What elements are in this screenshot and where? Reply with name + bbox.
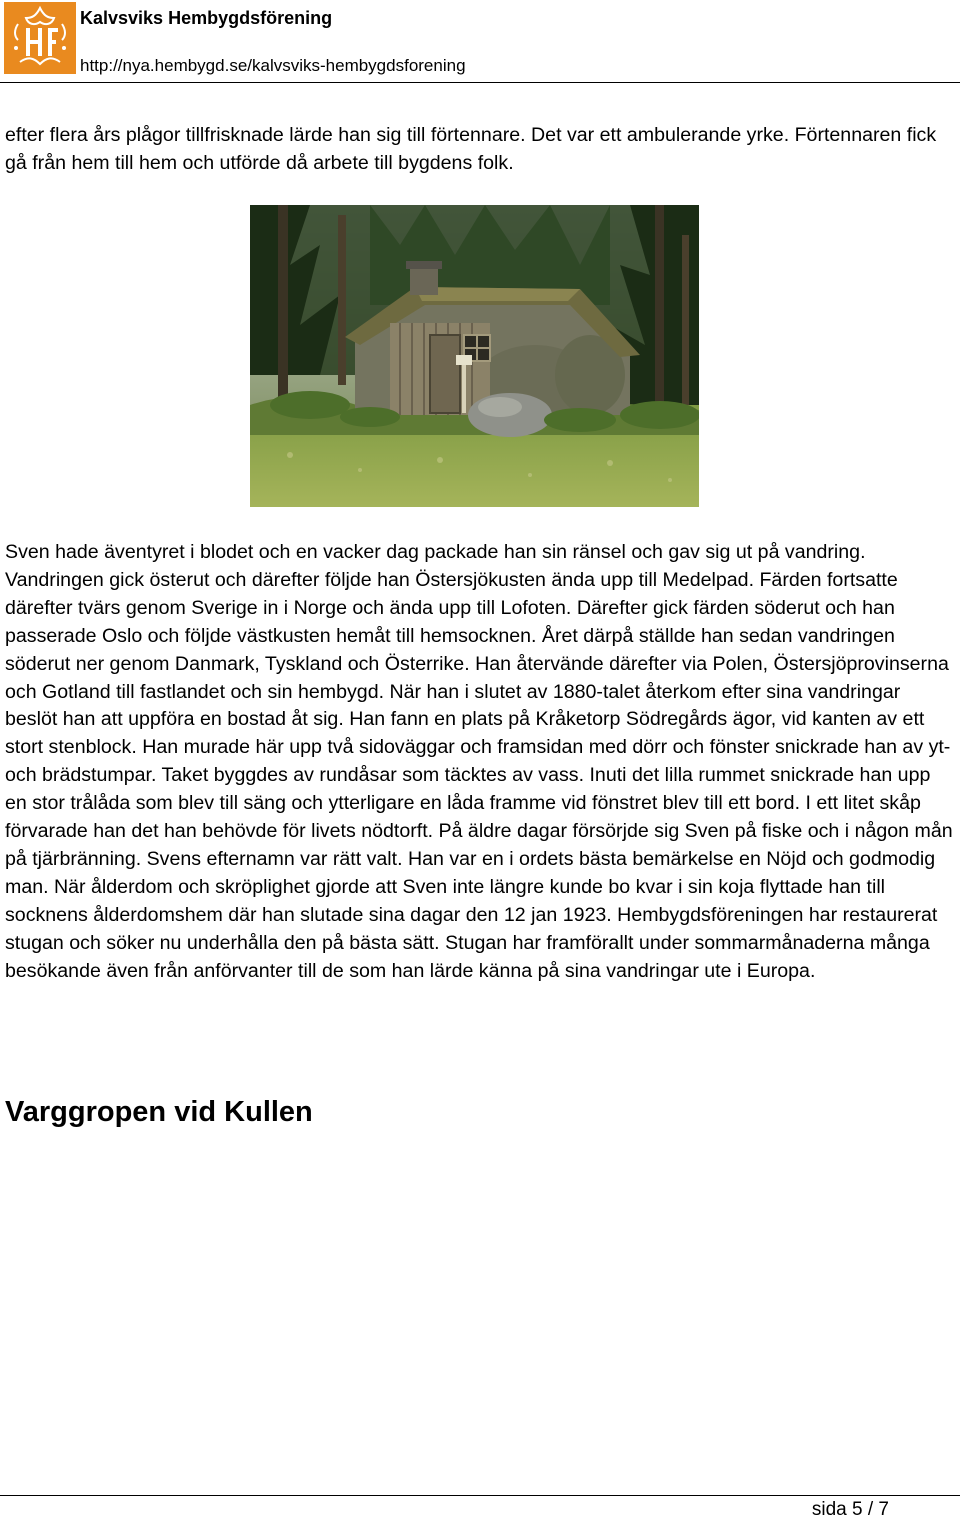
header-divider bbox=[0, 82, 960, 83]
site-title: Kalvsviks Hembygdsförening bbox=[80, 8, 333, 28]
footer-divider bbox=[0, 1495, 960, 1496]
hembygdsforening-logo-icon bbox=[4, 2, 76, 74]
page-number: sida 5 / 7 bbox=[811, 1499, 889, 1520]
cottage-photo bbox=[250, 205, 699, 507]
page-header bbox=[0, 0, 960, 83]
body-paragraph-intro: efter flera års plågor tillfrisknade lärde han sig till förtennare. Det var ett ambulerande yrke. Förtennaren fick gå från hem till hem och utförde då arbete till bygdens folk. bbox=[5, 124, 937, 174]
site-url-link[interactable]: http://nya.hembygd.se/kalvsviks-hembygdsforening bbox=[80, 56, 466, 75]
section-heading: Varggropen vid Kullen bbox=[5, 1096, 313, 1128]
body-paragraph-story: Sven hade äventyret i blodet och en vacker dag packade han sin ränsel och gav sig ut på vandring. Vandringen gick österut och därefter följde han Östersjökusten ända upp till Medelpad. Färden fortsatte därefter tvärs genom Sverige in i Norge och ända upp till Lofoten. Därefter gick färden söderut och han passerade Oslo och följde västkusten hemåt till hemsocknen. Året därpå ställde han sedan vandringen söderut ner genom Danmark, Tyskland och Österrike. Han återvände därefter via Polen, Östersjöprovinserna och Gotland till fastlandet och sin hembygd. När han i slutet av 1880-talet återkom efter sina vandringar beslöt han att uppföra en bostad åt sig. Han fann en plats på Kråketorp Södregårds ägor, vid kanten av ett stort stenblock. Han murade här upp två sidoväggar och framsidan med dörr och fönster snickrade han av yt- och brädstumpar. Taket byggdes av rundåsar som täcktes av vass. Inuti det lilla rummet snickrade han upp en stor trålåda som blev till säng och ytterligare en låda framme vid fönstret blev till ett bord. I ett litet skåp förvarade han det han behövde för livets nödtorft. På äldre dagar försörjde sig Sven på fiske och i någon mån på tjärbränning. Svens efternamn var rätt valt. Han var en i ordets bästa bemärkelse en Nöjd och godmodig man. När ålderdom och skröplighet gjorde att Sven inte längre kunde bo kvar i sin koja flyttade han till socknens ålderdomshem där han slutade sina dagar den 12 jan 1923. Hembygdsföreningen har restaurerat stugan och söker nu underhålla den på bästa sätt. Stugan har framförallt under sommarmånaderna många besökande även från anförvanter till de som han lärde känna på sina vandringar ute i Europa. bbox=[5, 541, 953, 982]
